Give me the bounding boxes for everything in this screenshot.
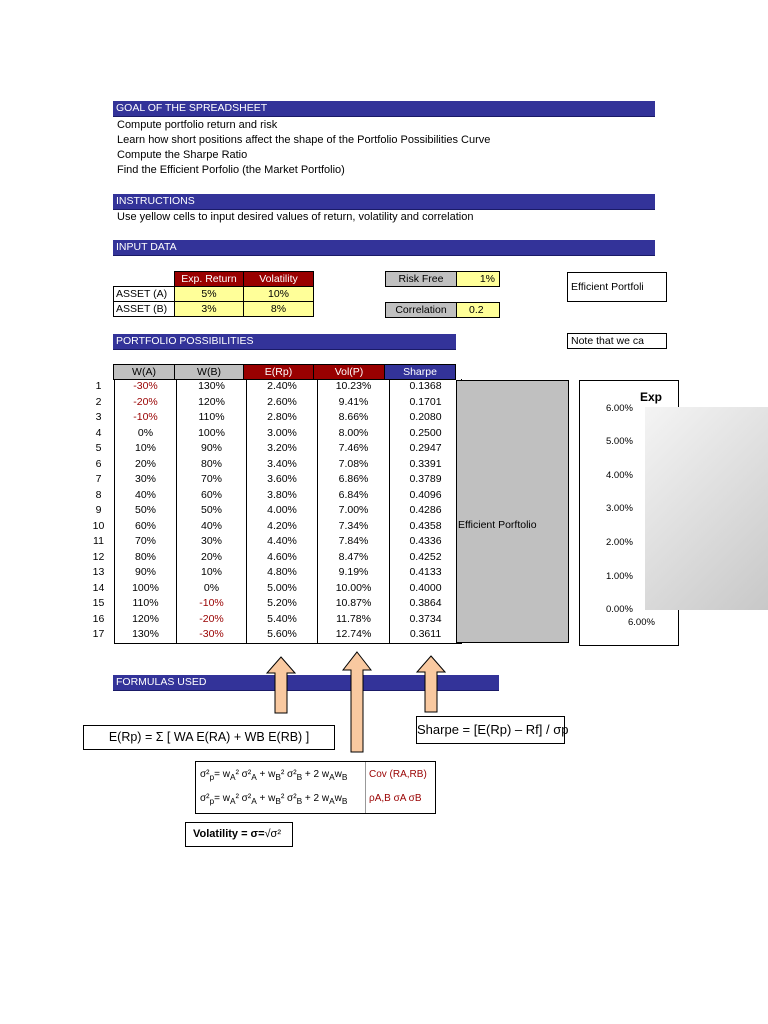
x-tick-600: 6.00% (628, 617, 655, 628)
row-number: 16 (92, 612, 105, 625)
portfolio-table (83, 379, 462, 644)
chart-title: Exp (640, 390, 663, 404)
cell-wa: 110% (115, 596, 177, 612)
cell-wa: -20% (115, 395, 177, 411)
cell-erp: 3.20% (247, 441, 318, 457)
goal-line-3: Compute the Sharpe Ratio (117, 149, 248, 161)
formulas-header: FORMULAS USED (113, 675, 499, 691)
table-row (83, 379, 462, 395)
table-row (83, 488, 462, 504)
portfolio-possibilities-header: PORTFOLIO POSSIBILITIES (113, 334, 456, 350)
table-row (83, 596, 462, 612)
row-number: 15 (92, 597, 105, 609)
cell-wa: 20% (115, 457, 177, 473)
row-number: 12 (92, 550, 105, 563)
cell-wb: -20% (177, 612, 247, 628)
col-header-wb: W(B) (174, 364, 244, 380)
cell-wa: 10% (115, 441, 177, 457)
cell-vol: 7.00% (318, 503, 390, 519)
volatility-formula-text: Volatility = σ= (193, 828, 265, 840)
variance-divider (365, 762, 366, 813)
col-header-volp: Vol(P) (313, 364, 385, 380)
cell-wa: 60% (115, 519, 177, 535)
cell-wa: 90% (115, 565, 177, 581)
cell-sharpe: 0.4286 (390, 503, 462, 519)
y-tick-100: 1.00% (606, 571, 633, 582)
cell-erp: 5.40% (247, 612, 318, 628)
cell-erp: 5.00% (247, 581, 318, 597)
col-header-sharpe: Sharpe (384, 364, 456, 380)
efficient-portfolio-label: Efficient Porftolio (458, 519, 537, 531)
cell-wb: 110% (177, 410, 247, 426)
table-row (83, 410, 462, 426)
cell-erp: 4.00% (247, 503, 318, 519)
cell-vol: 7.34% (318, 519, 390, 535)
correlation-label: Correlation (385, 302, 457, 318)
cell-erp: 2.60% (247, 395, 318, 411)
cell-vol: 9.19% (318, 565, 390, 581)
cell-vol: 6.86% (318, 472, 390, 488)
cell-wa: 120% (115, 612, 177, 628)
cell-wb: 70% (177, 472, 247, 488)
y-tick-400: 4.00% (606, 470, 633, 481)
arrow-sharpe (416, 655, 446, 713)
col-header-wa: W(A) (113, 364, 175, 380)
row-number: 5 (95, 442, 102, 454)
cell-vol: 8.66% (318, 410, 390, 426)
exp-return-header: Exp. Return (174, 271, 244, 287)
cell-erp: 3.00% (247, 426, 318, 442)
cell-wa: 70% (115, 534, 177, 550)
cell-wb: 130% (177, 379, 247, 395)
row-number: 2 (95, 395, 102, 408)
cell-wb: 120% (177, 395, 247, 411)
table-row (83, 395, 462, 411)
cell-wa: 50% (115, 503, 177, 519)
cell-wa: -30% (115, 379, 177, 395)
asset-a-volatility-input[interactable]: 10% (243, 286, 314, 302)
cell-wa: 30% (115, 472, 177, 488)
row-number: 4 (95, 426, 102, 439)
volatility-formula (185, 822, 293, 847)
row-number: 13 (92, 566, 105, 578)
cell-sharpe: 0.4336 (390, 534, 462, 550)
cell-erp: 3.80% (247, 488, 318, 504)
cell-sharpe: 0.1701 (390, 395, 462, 411)
y-tick-500: 5.00% (606, 436, 633, 447)
row-number: 3 (95, 411, 102, 423)
cell-sharpe: 0.3864 (390, 596, 462, 612)
table-row (83, 441, 462, 457)
instructions-header: INSTRUCTIONS (113, 194, 655, 210)
table-row (83, 519, 462, 535)
variance-formula-cov: $\sigma^2_p= w_A^2$ $\sigma^2_A + w_B^2$ $\sigma^2_B + 2$ $w_Aw_B$ (200, 769, 348, 782)
cell-erp: 3.40% (247, 457, 318, 473)
cell-wa: 130% (115, 627, 177, 643)
row-number: 9 (95, 504, 102, 516)
risk-free-label: Risk Free (385, 271, 457, 287)
cell-wa: 100% (115, 581, 177, 597)
table-row (83, 550, 462, 566)
cell-sharpe: 0.3789 (390, 472, 462, 488)
cell-sharpe: 0.1368 (390, 379, 462, 395)
cell-wb: -10% (177, 596, 247, 612)
row-number: 6 (95, 457, 102, 470)
volatility-header: Volatility (243, 271, 314, 287)
cell-sharpe: 0.3734 (390, 612, 462, 628)
efficient-portfolio-column (456, 380, 569, 643)
cell-sharpe: 0.4358 (390, 519, 462, 535)
cell-sharpe: 0.4096 (390, 488, 462, 504)
goal-line-4: Find the Efficient Porfolio (the Market Portfolio) (117, 164, 345, 176)
row-number: 17 (92, 628, 105, 641)
table-row (83, 472, 462, 488)
cell-erp: 5.20% (247, 596, 318, 612)
cell-vol: 10.87% (318, 596, 390, 612)
cell-vol: 8.47% (318, 550, 390, 566)
correlation-input[interactable]: 0.2 (456, 302, 500, 318)
table-row (83, 612, 462, 628)
input-data-header: INPUT DATA (113, 240, 655, 256)
cell-vol: 7.84% (318, 534, 390, 550)
cell-wa: 40% (115, 488, 177, 504)
expected-return-formula: E(Rp) = Σ [ WA E(RA) + WB E(RB) ] (83, 725, 335, 750)
cell-vol: 6.84% (318, 488, 390, 504)
asset-b-label: ASSET (B) (113, 301, 175, 317)
table-row (83, 534, 462, 550)
cell-erp: 3.60% (247, 472, 318, 488)
cell-wb: 80% (177, 457, 247, 473)
instructions-text: Use yellow cells to input desired values of return, volatility and correlation (117, 211, 474, 223)
cell-sharpe: 0.2500 (390, 426, 462, 442)
arrow-vol (342, 651, 372, 753)
cell-erp: 2.40% (247, 379, 318, 395)
y-tick-200: 2.00% (606, 537, 633, 548)
cell-erp: 2.80% (247, 410, 318, 426)
risk-free-input[interactable]: 1% (456, 271, 500, 287)
row-number: 1 (95, 380, 102, 392)
table-row (83, 565, 462, 581)
row-number: 10 (92, 519, 105, 532)
cell-wb: 100% (177, 426, 247, 442)
table-row (83, 503, 462, 519)
cell-wa: -10% (115, 410, 177, 426)
cell-erp: 4.40% (247, 534, 318, 550)
cell-sharpe: 0.4000 (390, 581, 462, 597)
cell-sharpe: 0.4252 (390, 550, 462, 566)
sharpe-formula: Sharpe = [E(Rp) – Rf] / σp (416, 716, 565, 744)
cell-erp: 4.20% (247, 519, 318, 535)
variance-rho-term: ρA,B σA σB (369, 793, 422, 804)
cell-wb: 20% (177, 550, 247, 566)
cell-vol: 8.00% (318, 426, 390, 442)
variance-formula-rho: $\sigma^2_p= w_A^2$ $\sigma^2_A + w_B^2$ $\sigma^2_B + 2$ $w_Aw_B$ (200, 793, 348, 806)
cell-wa: 0% (115, 426, 177, 442)
cell-sharpe: 0.3391 (390, 457, 462, 473)
variance-cov-term: Cov (RA,RB) (369, 769, 427, 780)
cell-wb: 60% (177, 488, 247, 504)
asset-a-return-input[interactable]: 5% (174, 286, 244, 302)
goal-line-1: Compute portfolio return and risk (117, 119, 278, 131)
goal-header: GOAL OF THE SPREADSHEET (113, 101, 655, 117)
table-row (83, 581, 462, 597)
row-number: 11 (93, 535, 104, 547)
cell-wb: 50% (177, 503, 247, 519)
chart-plot-area (645, 407, 768, 610)
asset-b-volatility-input[interactable]: 8% (243, 301, 314, 317)
cell-erp: 5.60% (247, 627, 318, 643)
cell-wb: -30% (177, 627, 247, 643)
cell-wb: 40% (177, 519, 247, 535)
sqrt-sigma-squared: √σ² (264, 828, 282, 840)
y-tick-000: 0.00% (606, 604, 633, 615)
row-number: 7 (95, 473, 102, 485)
asset-a-label: ASSET (A) (113, 286, 175, 302)
arrow-erp (266, 656, 296, 714)
cell-sharpe: 0.4133 (390, 565, 462, 581)
table-row (83, 457, 462, 473)
asset-b-return-input[interactable]: 3% (174, 301, 244, 317)
cell-wb: 0% (177, 581, 247, 597)
cell-vol: 12.74% (318, 627, 390, 643)
cell-vol: 7.46% (318, 441, 390, 457)
cell-sharpe: 0.3611 (390, 627, 462, 643)
efficient-portfolio-note: Efficient Portfoli (567, 272, 667, 302)
y-tick-600: 6.00% (606, 403, 633, 414)
cell-erp: 4.60% (247, 550, 318, 566)
short-positions-note: Note that we ca (567, 333, 667, 349)
goal-line-2: Learn how short positions affect the shape of the Portfolio Possibilities Curve (117, 134, 491, 146)
cell-vol: 10.23% (318, 379, 390, 395)
cell-vol: 9.41% (318, 395, 390, 411)
table-row (83, 426, 462, 442)
cell-vol: 10.00% (318, 581, 390, 597)
row-number: 8 (95, 488, 102, 501)
y-tick-300: 3.00% (606, 503, 633, 514)
cell-wb: 30% (177, 534, 247, 550)
col-header-erp: E(Rp) (243, 364, 314, 380)
row-number: 14 (92, 581, 105, 594)
cell-wb: 10% (177, 565, 247, 581)
cell-sharpe: 0.2080 (390, 410, 462, 426)
cell-vol: 7.08% (318, 457, 390, 473)
cell-sharpe: 0.2947 (390, 441, 462, 457)
cell-wa: 80% (115, 550, 177, 566)
table-row (83, 627, 462, 643)
cell-wb: 90% (177, 441, 247, 457)
cell-erp: 4.80% (247, 565, 318, 581)
cell-vol: 11.78% (318, 612, 390, 628)
